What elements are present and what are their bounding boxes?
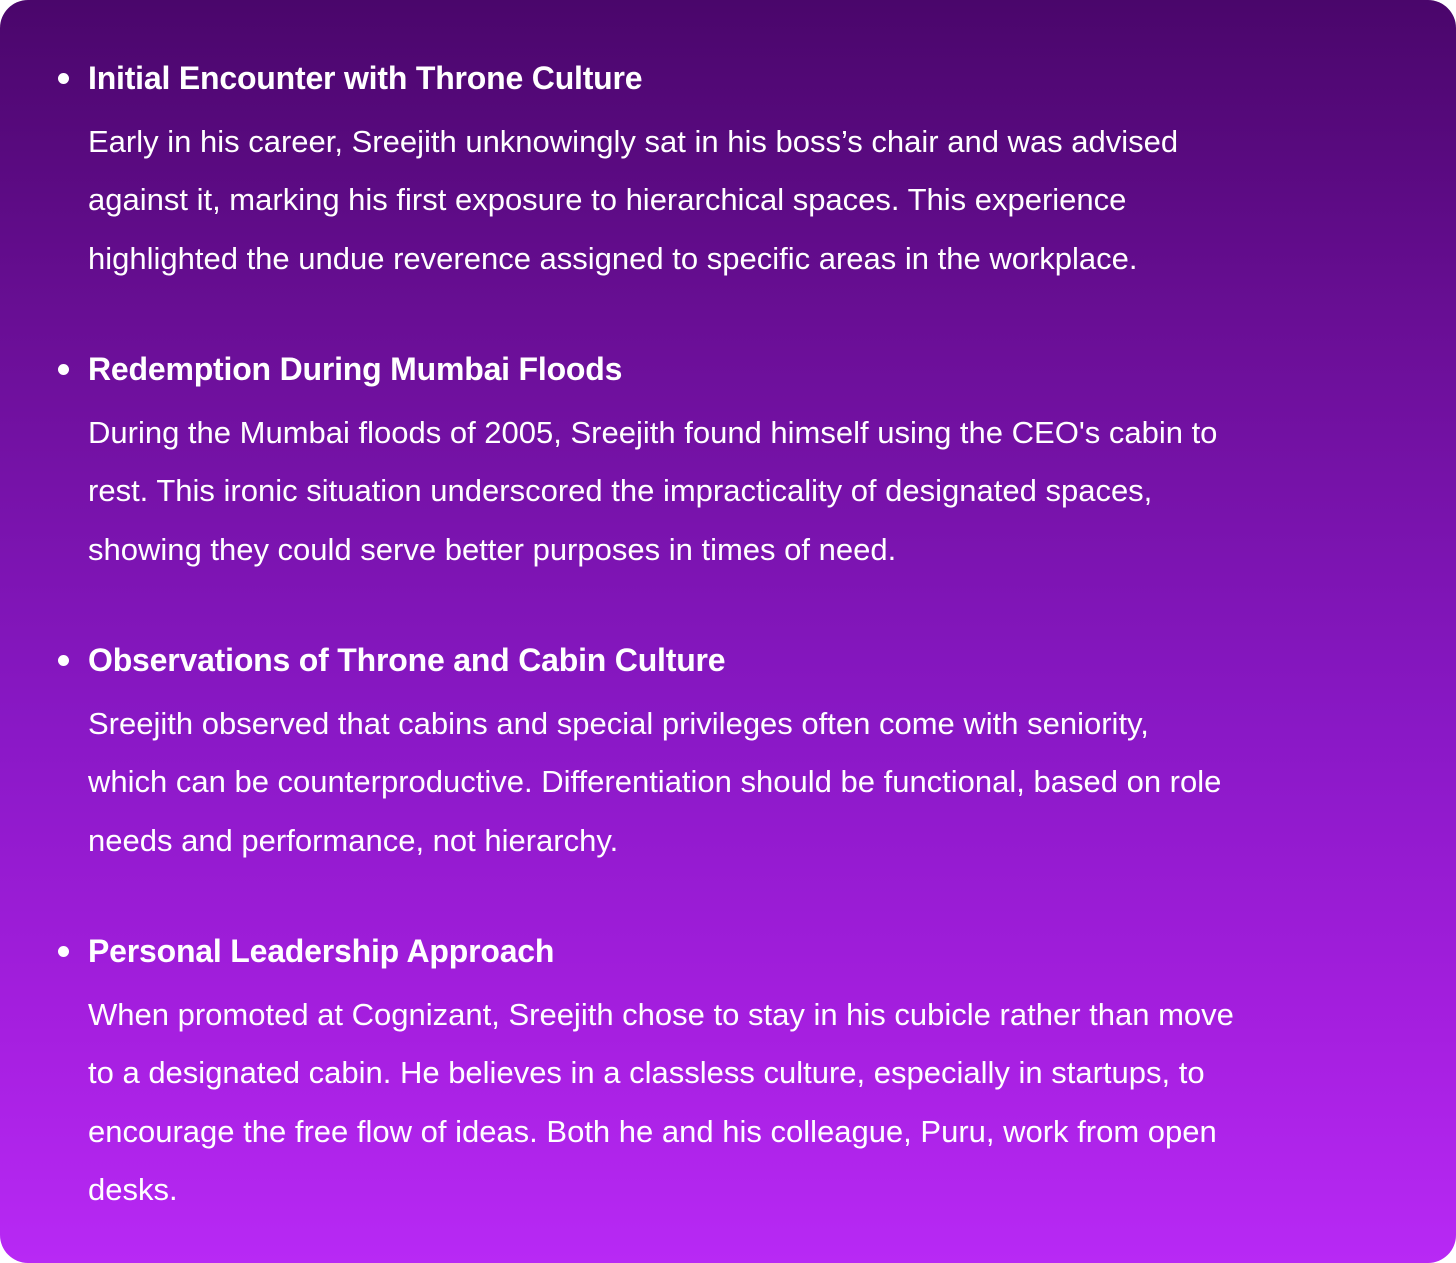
point-title: Personal Leadership Approach: [88, 933, 555, 969]
description-line: Early in his career, Sreejith unknowingly sat in his boss’s chair and was advised: [88, 124, 1179, 159]
description-line: When promoted at Cognizant, Sreejith chose to stay in his cubicle rather than move: [88, 997, 1234, 1032]
description-line: showing they could serve better purposes in times of need.: [88, 531, 897, 567]
description-line: desks.: [88, 1171, 178, 1207]
point-description: [88, 113, 1408, 288]
bullet-icon: [58, 73, 69, 84]
bullet-icon: [58, 655, 69, 666]
description-line: encourage the free flow of ideas. Both he and his colleague, Puru, work from open: [88, 1113, 1217, 1149]
description-line: During the Mumbai floods of 2005, Sreejith found himself using the CEO's cabin to: [88, 415, 1218, 450]
point-description: [88, 986, 1408, 1219]
description-line: against it, marking his first exposure to hierarchical spaces. This experience: [88, 182, 1127, 218]
description-line: Sreejith observed that cabins and special privileges often come with seniority,: [88, 706, 1149, 741]
description-line: to a designated cabin. He believes in a classless culture, especially in startups, to: [88, 1055, 1205, 1091]
point-title: Initial Encounter with Throne Culture: [88, 60, 643, 96]
description-line: highlighted the undue reverence assigned to specific areas in the workplace.: [88, 240, 1138, 276]
description-line: which can be counterproductive. Differentiation should be functional, based on role: [88, 764, 1222, 800]
description-line: needs and performance, not hierarchy.: [88, 822, 619, 858]
bullet-icon: [58, 364, 69, 375]
point-title: Observations of Throne and Cabin Culture: [88, 642, 726, 678]
bullet-icon: [58, 946, 69, 957]
description-line: rest. This ironic situation underscored the impracticality of designated spaces,: [88, 473, 1153, 509]
point-title: Redemption During Mumbai Floods: [88, 351, 623, 387]
point-description: [88, 695, 1408, 870]
point-description: [88, 404, 1408, 579]
